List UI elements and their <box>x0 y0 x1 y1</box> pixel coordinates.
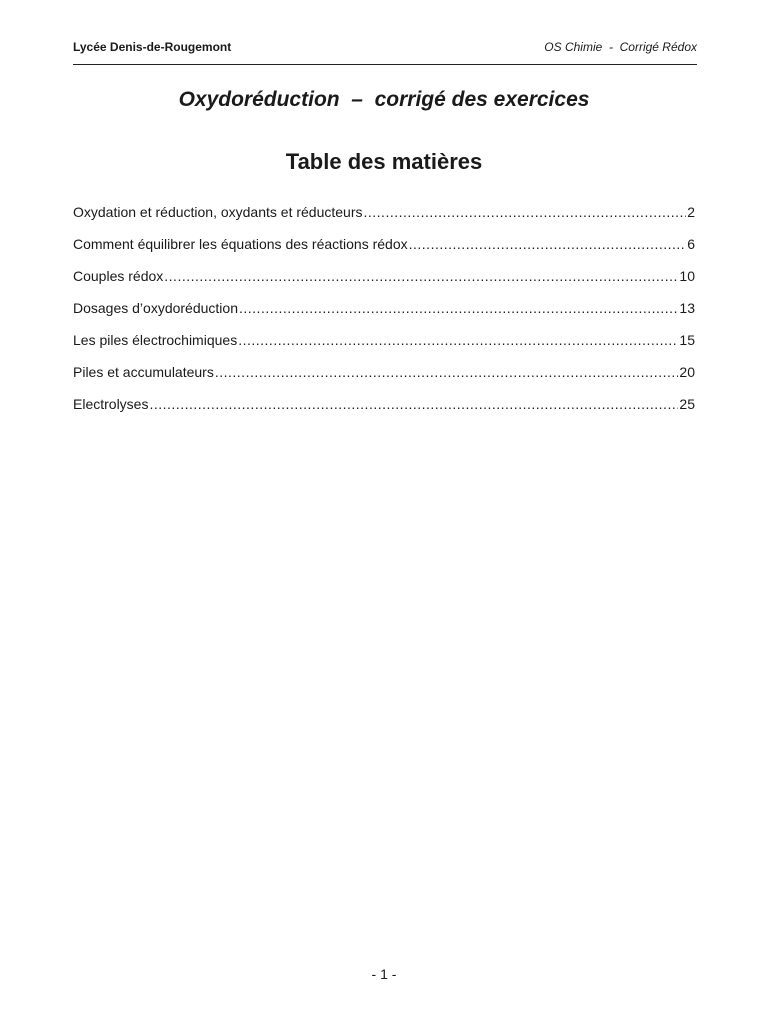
page-number: - 1 - <box>371 966 397 982</box>
toc-entry-title: Comment équilibrer les équations des réactions rédox <box>73 236 408 252</box>
header-school: Lycée Denis-de-Rougemont <box>73 40 232 54</box>
toc-entry-title: Couples rédox <box>73 268 164 284</box>
toc-leader-dots <box>164 268 678 284</box>
toc-entry-title: Dosages d’oxydoréduction <box>73 300 238 316</box>
toc-entry[interactable] <box>73 396 695 428</box>
toc-entry-page: 20 <box>679 364 695 380</box>
header-course: OS Chimie - Corrigé Rédox <box>544 40 697 54</box>
toc-entry-page: 13 <box>679 300 695 316</box>
toc-leader-dots <box>364 204 687 220</box>
toc-entry-title: Piles et accumulateurs <box>73 364 214 380</box>
toc-leader-dots <box>215 364 679 380</box>
toc-entry-title: Oxydation et réduction, oxydants et réducteurs <box>73 204 363 220</box>
toc-leader-dots <box>238 332 678 348</box>
toc-entry-page: 2 <box>687 204 695 220</box>
toc-entry-page: 15 <box>679 332 695 348</box>
toc-leader-dots <box>149 396 678 412</box>
toc-entry-page: 6 <box>687 236 695 252</box>
document-title: Oxydoréduction – corrigé des exercices <box>178 88 590 111</box>
toc-entry[interactable] <box>73 300 695 332</box>
toc-entry-page: 10 <box>679 268 695 284</box>
toc-entry[interactable] <box>73 236 695 268</box>
toc-entry[interactable] <box>73 332 695 364</box>
toc-entry-title: Electrolyses <box>73 396 149 412</box>
toc-entry[interactable] <box>73 204 695 236</box>
toc-entry-page: 25 <box>679 396 695 412</box>
toc-entry[interactable] <box>73 364 695 396</box>
toc-entry-title: Les piles électrochimiques <box>73 332 238 348</box>
toc-leader-dots <box>239 300 678 316</box>
toc-entry[interactable] <box>73 268 695 300</box>
toc-leader-dots <box>409 236 687 252</box>
table-of-contents <box>73 204 695 428</box>
page-header <box>73 40 697 65</box>
toc-heading: Table des matières <box>285 149 483 174</box>
